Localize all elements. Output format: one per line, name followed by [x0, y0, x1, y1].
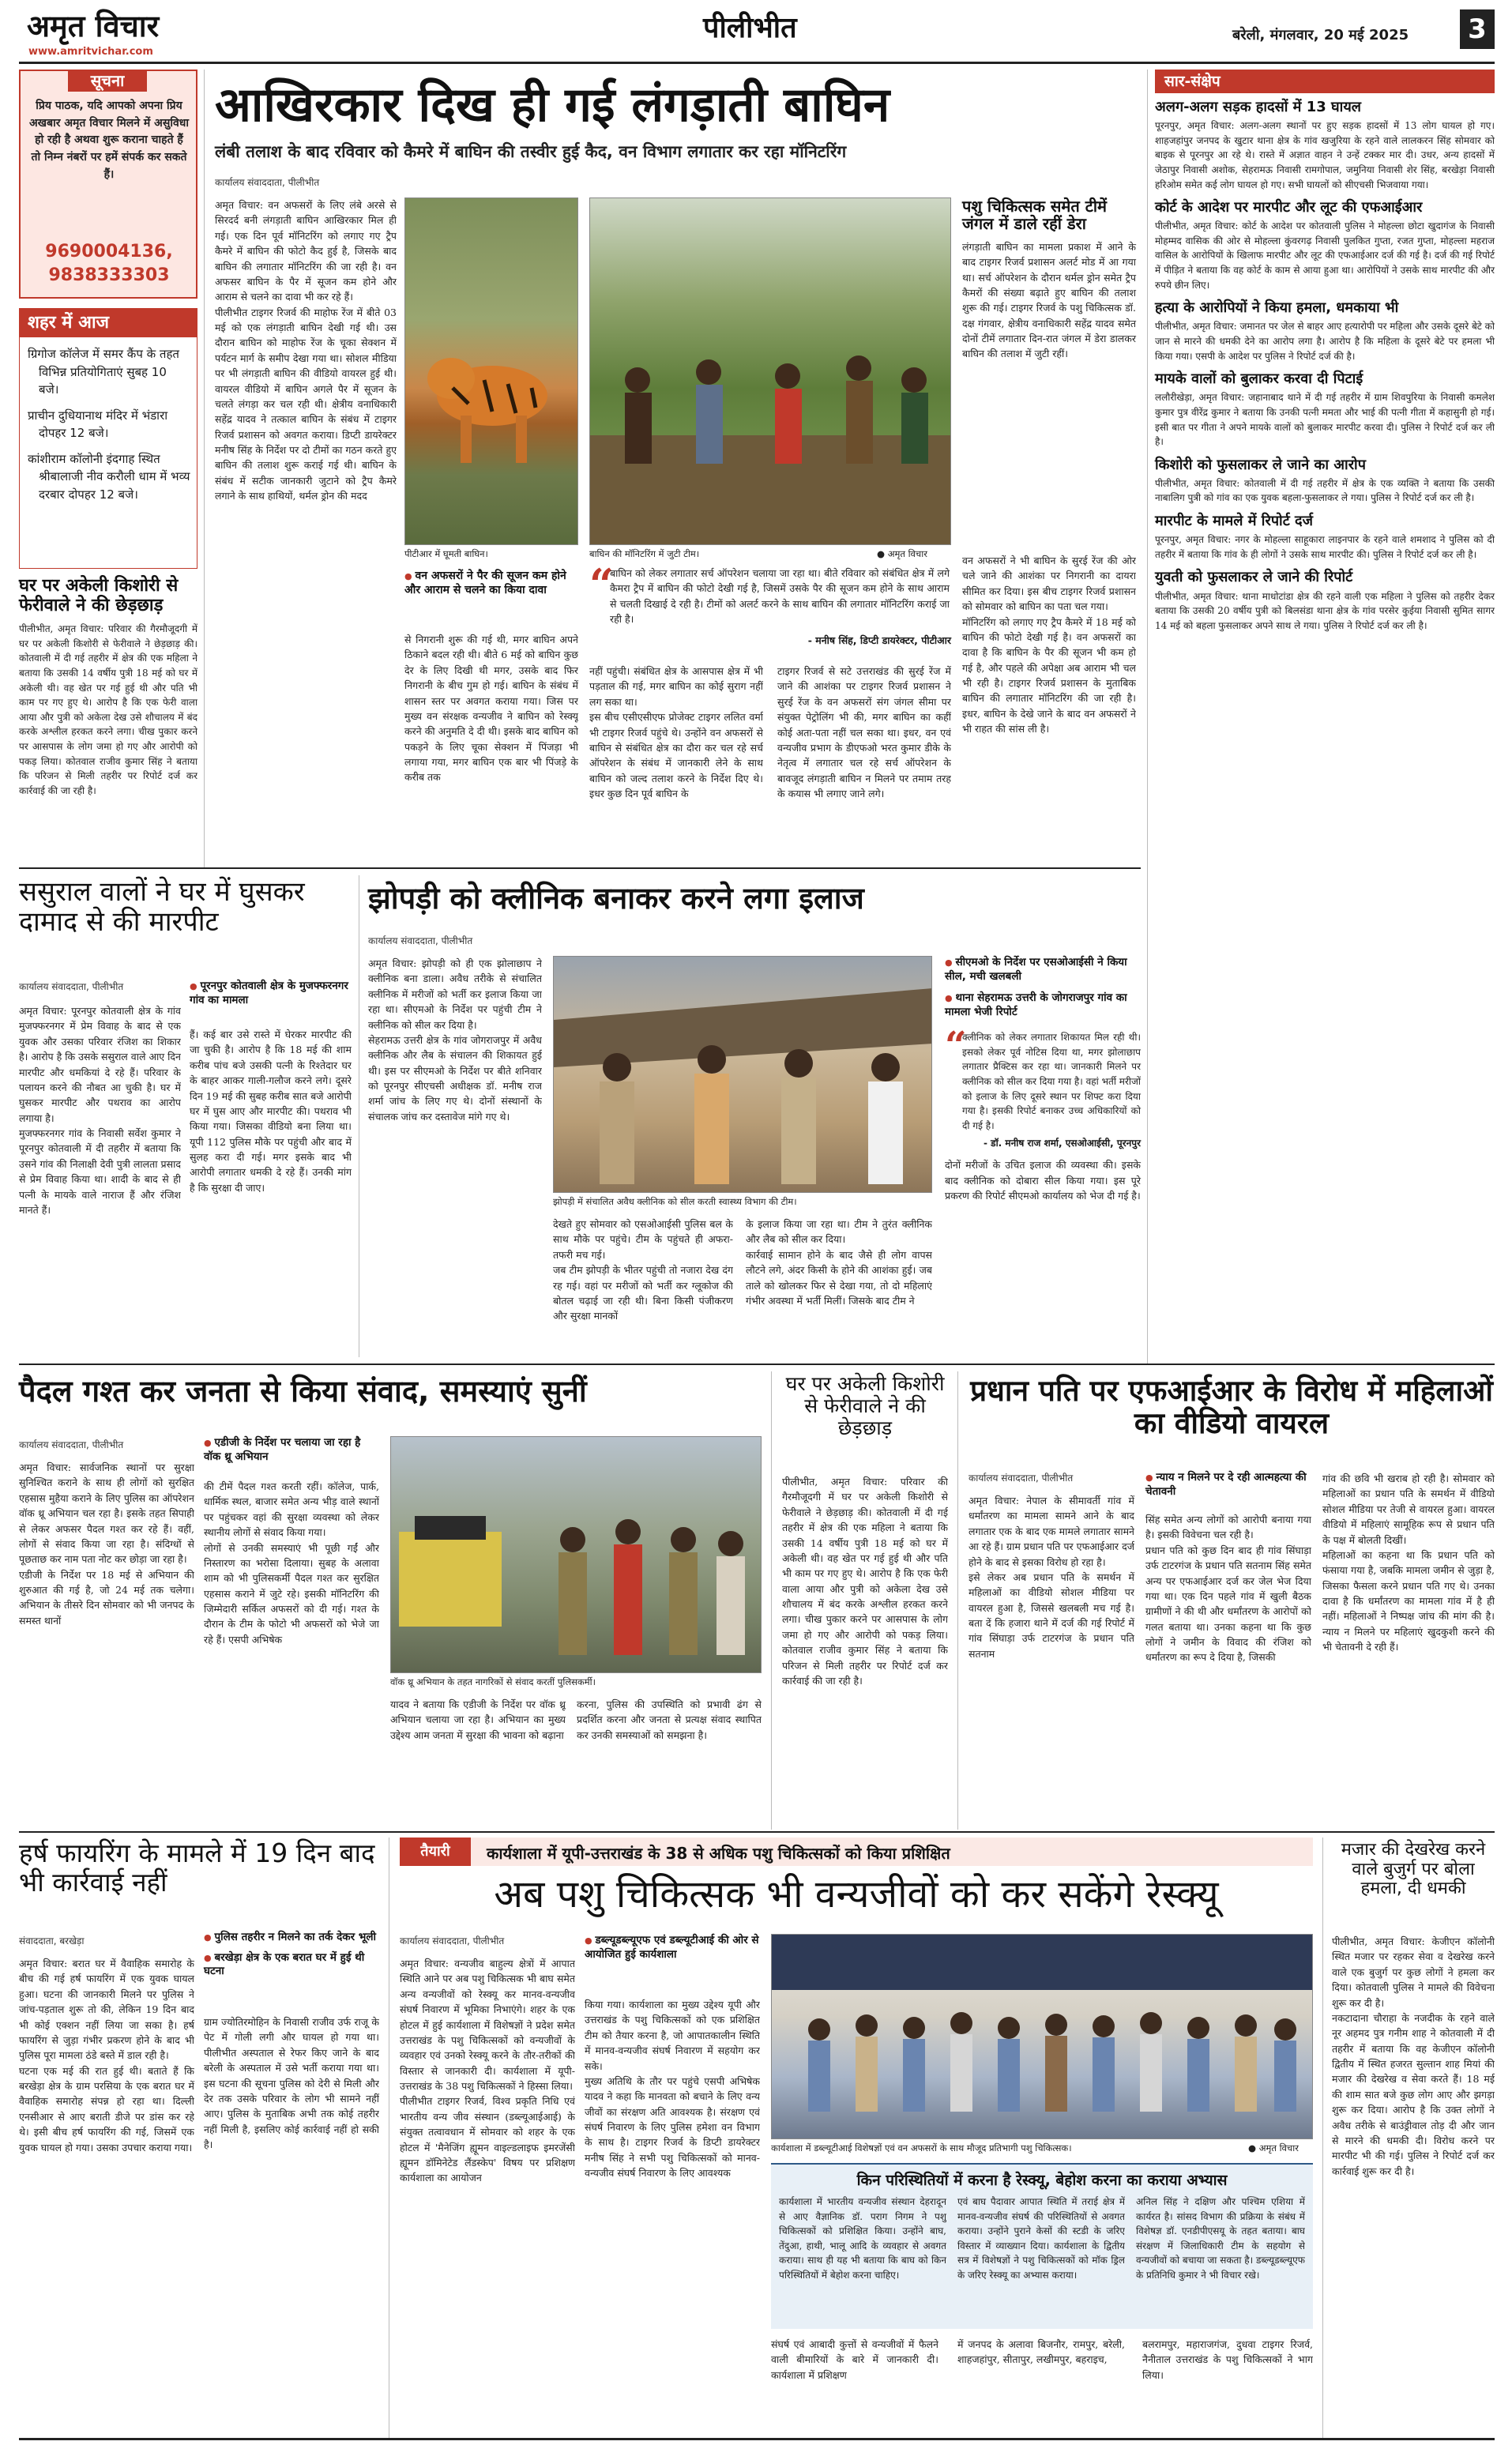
patrol-rule: [771, 1371, 772, 1830]
brief-item-title: मारपीट के मामले में रिपोर्ट दर्ज: [1155, 513, 1313, 530]
patrol-headline: पैदल गश्त कर जनता से किया संवाद, समस्याएं सुनीं: [19, 1374, 587, 1409]
patrol-col-4: करना, पुलिस की उपस्थिति को प्रभावी ढंग से प्रदर्शित करना और जनता से प्रत्यक्ष संवाद स्थापित कर उनकी समस्याओं को समझना है।: [577, 1698, 762, 1741]
vet-photo-credit: ● अमृत विचार: [1248, 2142, 1299, 2153]
vet-col-2: किया गया। कार्यशाला का मुख्य उद्देश्य यूपी और उत्तराखंड के पशु चिकित्सकों को एक प्रशिक्षित टीम को तैयार करना है, जो आपातकालीन स्थिति में मानव-वन्यजीव संघर्ष निवारण में सहयोग कर सके। मुख्य अतिथि के तौर पर पहुंचे एसपी अभिषेक यादव ने कहा कि मानवता को बचाने के लिए वन्य जीवों का संरक्षण अति आवश्यक है। संरक्षण एवं संघर्ष निवारण के लिए पुलिस हमेशा वन विभाग के साथ है। टाइगर रिजर्व के डिप्टी डायरेक्टर मनीष सिंह ने सभी पशु चिकित्सकों को मानव-वन्यजीव संघर्ष निवारण के लिए आवश्यक: [585, 1999, 760, 2180]
brief-item-body: ललौरीखेड़ा, अमृत विचार: जहानाबाद थाने में दी गई तहरीर में ग्राम शिवपुरिया के निवासी कमलेश कुमार पुत्र वीरेंद्र कुमार ने बताया कि उनकी पत्नी ममता और भाई की पत्नी गीता में कहासुनी हो गई। इसी बात पर गीता ने अपने मायके वालों को बुलाकर मारपीट करवा दी। पुलिस ने रिपोर्ट दर्ज कर ली है।: [1155, 392, 1495, 448]
patrol-photo: [390, 1436, 762, 1673]
patrol-col-3: यादव ने बताया कि एडीजी के निर्देश पर वॉक थ्रू अभियान चलाया जा रहा है। अभियान का मुख्य उद्देश्य आम जनता में सुरक्षा की भावना को बढ़ाना: [390, 1698, 566, 1741]
tiger-photo-caption: पीटीआर में घूमती बाघिन।: [404, 548, 488, 559]
clinic-kicker-2: ● थाना सेहरामऊ उत्तरी के जोगराजपुर गांव का मामला भेजी रिपोर्ट: [945, 991, 1141, 1019]
brief-item: [1155, 513, 1495, 562]
firing-headline: हर्ष फायरिंग के मामले में 19 दिन बाद भी कार्रवाई नहीं: [19, 1838, 375, 1898]
patrol-photo-caption: वॉक थ्रू अभियान के तहत नागरिकों से संवाद करतीं पुलिसकर्मी।: [390, 1676, 596, 1687]
brief-item-title: हत्या के आरोपियों ने किया हमला, धमकाया भी: [1155, 299, 1399, 317]
row-3-rule: [19, 1831, 1495, 1833]
lead-quote-author: - मनीष सिंह, डिप्टी डायरेक्टर, पीटीआर: [807, 634, 951, 646]
clinic-col-1: अमृत विचार: झोपड़ी को ही एक झोलाछाप ने क्लीनिक बना डाला। अवैध तरीके से संचालित क्लीनिक में मरीजों को भर्ती कर इलाज किया जा रहा था। सीएमओ के निर्देश पर पहुंची टीम ने क्लीनिक को सील कर दिया है। सेहरामऊ उत्तरी क्षेत्र के गांव जोगराजपुर में अवैध क्लीनिक और लैब के संचालन की शिकायत हुई थी। इस पर सीएमओ के निर्देश पर बीते शनिवार को पूरनपुर सीएचसी अधीक्षक डॉ. मनीष राज शर्मा जांच के लिए गए थे। दोनों संस्थानों के संचालक जांच कर दस्तावेज मांगे गए थे।: [368, 957, 542, 1123]
vet-box-col-2: एवं बाघ पैदावार आपात स्थिति में तराई क्षेत्र में मानव-वन्यजीव संघर्ष की परिस्थितियों से अवगत कराया। उन्होंने पुराने केसों की स्टडी के जरिए विस्तार में व्याख्यान दिया। कार्यशाला के द्वितीय सत्र में विशेषज्ञों ने पशु चिकित्सकों को मॉक ड्रिल के जरिए रेस्क्यू का अभ्यास कराया।: [957, 2196, 1125, 2281]
notice-body: प्रिय पाठक, यदि आपको अपना प्रिय अखबार अमृत विचार मिलने में असुविधा हो रही है अथवा शुरू कराना चाहते हैं तो निम्न नंबरों पर हमें संपर्क कर सकते हैं।: [28, 100, 189, 181]
patrol-col-1: अमृत विचार: सार्वजनिक स्थानों पर सुरक्षा सुनिश्चित कराने के साथ ही लोगों को सुरक्षित एहसास मुहैया कराने के लिए पुलिस का ऑपरेशन वॉक थ्रू अभियान चल रहा है। इसके तहत सिपाही से लेकर अफसर पैदल गश्त कर रहे हैं। वहीं, लोगों से संवाद किया जा रहा है। संदिग्धों से पूछताछ कर नाम पता नोट कर छोड़ा जा रहा है। एडीजी के निर्देश पर 18 मई से अभियान की शुरुआत की गई है, जो 24 मई तक चलेगा। अभियान के तीसरे दिन सोमवार को भी जनपद के समस्त थानों: [19, 1461, 194, 1627]
vet-photo-caption: कार्यशाला में डब्ल्यूटीआई विशेषज्ञों एवं वन अफसरों के साथ मौजूद प्रतिभागी पशु चिकित्सक।: [771, 2142, 1072, 2153]
notice-box: [19, 70, 197, 299]
photo-credit: ● अमृत विचार: [877, 548, 927, 559]
clinic-col-3: के इलाज किया जा रहा था। टीम ने तुरंत क्लीनिक और लैब को सील कर दिया। कार्रवाई सामान होने के बाद जैसे ही लोग वापस लौटने लगे, अंदर किसी के होने की आशंका हुई। जब ताले को खोलकर फिर से देखा गया, तो दो महिलाएं गंभीर अवस्था में भर्ती मिलीं। जिसके बाद टीम ने: [746, 1218, 932, 1307]
notice-title: सूचना: [68, 70, 147, 92]
firing-kicker-1: ● पुलिस तहरीर न मिलने का तर्क देकर भूली: [204, 1931, 379, 1945]
pradhan-kicker: ● न्याय न मिलने पर दे रही आत्महत्या की चेतावनी: [1145, 1471, 1311, 1499]
row-2-rule: [19, 1364, 1495, 1365]
row-1-rule: [19, 867, 1141, 869]
vet-tag: तैयारी: [400, 1838, 471, 1866]
lead-side-box: [962, 197, 1136, 545]
city-today-item-2: प्राचीन दुधियानाथ मंदिर में भंडारा दोपहर 12 बजे।: [28, 408, 168, 440]
brief-item-body: पीलीभीत, अमृत विचार: कोर्ट के आदेश पर कोतवाली पुलिस ने मोहल्ला छोटा खुदागंज के निवासी मोहम्मद वासिक की ओर से मोहल्ला कुंवरगढ़ निवासी पुलकित गुप्ता, रजत गुप्ता, मोहल्ला महराज वासिल के आरोपियों के खिलाफ मारपीट और लूट की एफआईआर दर्ज की गई है। दर्ज की गई रिपोर्ट में पीड़ित ने बताया कि वह कोर्ट के काम से आया हुआ था। आरोपियों ने उसके साथ मारपीट की और रुपये छीन लिए।: [1155, 220, 1495, 291]
clinic-col-4: दोनों मरीजों के उचित इलाज की व्यवस्था की। इसके बाद क्लीनिक को दोबारा सील किया गया। इस पूरे प्रकरण की रिपोर्ट सीएमओ कार्यालय को भेज दी गई है।: [945, 1159, 1141, 1202]
son-in-law-kicker: ● पूरनपुर कोतवाली क्षेत्र के मुजफ्फरनगर गांव का मामला: [190, 980, 352, 1007]
patrol-illustration: [391, 1437, 762, 1673]
clinic-photo: [553, 956, 932, 1193]
clinic-quote-box: [945, 1024, 1141, 1149]
clinic-col-2: देखते हुए सोमवार को एसओआईसी पुलिस बल के साथ मौके पर पहुंचे। टीम के पहुंचते ही अफरा-तफरी मच गई। जब टीम झोपड़ी के भीतर पहुंची तो नजारा देख दंग रह गई। वहां पर मरीजों को भर्ती कर ग्लूकोज की बोतल चढ़ाई जा रही थी। बिना किसी पंजीकरण और सुरक्षा मानकों: [553, 1218, 733, 1322]
brief-item-body: पीलीभीत, अमृत विचार: कोतवाली में दी गई तहरीर में क्षेत्र के एक व्यक्ति ने बताया कि उसकी नाबालिग पुत्री को गांव का एक युवक बहला-फुसलाकर ले गया। पुलिस ने रिपोर्ट दर्ज कर ली है।: [1155, 477, 1495, 504]
vet-col-4: संघर्ष एवं आबादी कुत्तों से वन्यजीवों में फैलने वाली बीमारियों के बारे में जानकारी दी। कार्यशाला में प्रशिक्षण: [771, 2338, 938, 2381]
brief-item: [1155, 570, 1495, 633]
vet-headline: अब पशु चिकित्सक भी वन्यजीवों को कर सकेंगे रेस्क्यू: [494, 1872, 1219, 1917]
tiger-illustration: [405, 198, 578, 545]
brief-item: [1155, 300, 1495, 363]
firing-kickers: [204, 1931, 379, 1979]
brief-item-body: पीलीभीत, अमृत विचार: जमानत पर जेल से बाहर आए हत्यारोपी पर महिला और उसके दूसरे बेटे को जान से मारने की धमकी देने का आरोप लगा है। आरोप है कि महिला के दूसरे बेटे पर हमला भी किया गया। एसपी के आदेश पर पुलिस ने रिपोर्ट दर्ज की है।: [1155, 321, 1495, 362]
son-in-law-col-2: हैं। कई बार उसे रास्ते में घेरकर मारपीट की जा चुकी है। आरोप है कि 18 मई की शाम करीब पांच बजे उसकी पत्नी के रिश्तेदार घर के बाहर आकर गाली-गलौज करने लगे। दूसरे दिन 19 मई की सुबह करीब सात बजे आरोपी घर में घुस आए और मारपीट की। पथराव भी किया गया। जिसका वीडियो बना लिया था। यूपी 112 पुलिस मौके पर पहुंची और बाद में सुलह करा दी गई। मगर इसके बाद भी आरोपी लगातार धमकी दे रहे हैं। उनकी मांग है कि सुरक्षा दी जाए।: [190, 1029, 352, 1194]
brand-logo: अमृत विचार: [27, 8, 160, 43]
city-today-item: [28, 345, 190, 503]
notice-phone-2: 9838333303: [48, 265, 170, 285]
pradhan-headline: प्रधान पति पर एफआईआर के विरोध में महिलाओं का वीडियो वायरल: [970, 1374, 1493, 1441]
lead-subhead: लंबी तलाश के बाद रविवार को कैमरे में बाघिन की तस्वीर हुई कैद, वन विभाग लगातार कर रहा मॉनिटरिंग: [215, 142, 847, 161]
lead-col-5: वन अफसरों ने भी बाघिन के सुरई रेंज की ओर चले जाने की आशंका पर निगरानी का दायरा सीमित कर दिया। इस बीच टाइगर रिजर्व प्रशासन को सोमवार को बाघिन का पता चल गया। मॉनिटरिंग को लगाए गए ट्रैप कैमरे में 18 मई को बाघिन की फोटो देखी गई है। वन अफसरों का दावा है कि बाघिन के पैर की सूजन भी कम हो गई है, और पहले की अपेक्षा अब आराम भी चल भी रही है। टाइगर रिजर्व प्रशासन के मुताबिक बाघिन की लगातार मॉनिटरिंग की जा रही है। इधर, बाघिन के देखे जाने के बाद वन अफसरों ने भी राहत की सांस ली है।: [962, 555, 1136, 735]
pradhan-col-1: अमृत विचार: नेपाल के सीमावर्ती गांव में धर्मांतरण का मामला सामने आने के बाद लगातार एक के बाद एक मामले लगातार सामने आ रहे हैं। ग्राम प्रधान पति पर एफआईआर दर्ज होने के बाद से इसका विरोध हो रहा है। इसे लेकर अब प्रधान पति के समर्थन में महिलाओं का वीडियो सोशल मीडिया पर वायरल हुआ है, जिससे खलबली मच गई है। बता दें कि हजारा थाने में दर्ज की गई रिपोर्ट में गांव सिंघाड़ा उर्फ टाटरगंज के प्रधान पति सतनाम: [969, 1495, 1134, 1660]
lead-col-3: नहीं पहुंची। संबंधित क्षेत्र के आसपास क्षेत्र में भी पड़ताल की गई, मगर बाघिन का कोई सुराग नहीं लग सका था। इस बीच एसीएसीएफ प्रोजेक्ट टाइगर ललित वर्मा भी टाइगर रिजर्व पहुंचे थे। उन्होंने वन अफसरों से बाघिन से संबंधित क्षेत्र का दौरा कर चल रहे सर्च ऑपरेशन के संबंध में जानकारी लेने के साथ बाघिन को जल्द तलाश करने के निर्देश दिए थे। इधर कुछ दिन पूर्व बाघिन के: [589, 665, 763, 799]
brief-item-title: कोर्ट के आदेश पर मारपीट और लूट की एफआईआर: [1155, 199, 1423, 216]
city-today-item-1: ग्रिगोज कॉलेज में समर कैंप के तहत विभिन्न प्रतियोगिताएं सुबह 10 बजे।: [28, 347, 179, 397]
vet-byline: कार्यालय संवाददाता, पीलीभीत: [400, 1935, 505, 1947]
girl-rule: [957, 1371, 958, 1830]
lead-callout-text: ● वन अफसरों ने पैर की सूजन कम होने और आराम से चलने का किया दावा: [404, 569, 578, 597]
team-illustration: [590, 198, 951, 545]
clinic-kicker-1: ● सीएमओ के निर्देश पर एसओआईसी ने किया सील, मची खलबली: [945, 956, 1141, 984]
lead-byline: कार्यालय संवाददाता, पीलीभीत: [215, 177, 320, 188]
patrol-col-2: की टीमें पैदल गश्त करती रहीं। कॉलेज, पार्क, धार्मिक स्थल, बाजार समेत अन्य भीड़ वाले स्थानों पर पहुंचकर वहां की सुरक्षा व्यवस्था को लेकर स्थानीय लोगों से संवाद किया गया। लोगों से उनकी समस्याएं भी पूछी गईं और निस्तारण का भरोसा दिलाया। सुबह के अलावा शाम को भी पुलिसकर्मी पैदल गश्त कर सुरक्षित एहसास कराने में जुटे रहे। इसकी मॉनिटरिंग की जिम्मेदारी सर्किल अफसरों को दी गई। गश्त के दौरान के टीम के फोटो भी अफसरों को भेजे जा रहे हैं। एसपी अभिषेक: [204, 1480, 379, 1646]
quote-mark: “: [589, 559, 615, 610]
patrol-byline: कार्यालय संवाददाता, पीलीभीत: [19, 1439, 124, 1450]
brief-item-body: पूरनपुर, अमृत विचार: अलग-अलग स्थानों पर हुए सड़क हादसों में 13 लोग घायल हो गए। शाहजहांपुर जनपद के खुटार थाना क्षेत्र के गांव खजुरिया के रहने वाले लालकरन सिंह सोमवार को बाइक से पूरनपुर आ रहे थे। रास्ते में अज्ञात वाहन ने उन्हें टक्कर मार दी। उधर, अन्य हादसों में जेठापुर निवासी अशोक, सेहरामऊ निवासी रामगोपाल, जमुनिया निवासी शेर सिंह, बरखेड़ा निवासी हरिओम समेत कई लोग घायल हो गए। सभी घायलों को सीएचसी भिजवाया गया।: [1155, 120, 1495, 190]
pradhan-col-2: सिंह समेत अन्य लोगों को आरोपी बनाया गया है। इसकी विवेचना चल रही है। प्रधान पति को कुछ दिन बाद ही गांव सिंघाड़ा उर्फ टाटरगंज के प्रधान पति सतनाम सिंह समेत अन्य पर एफआईआर दर्ज कर जेल भेज दिया गया था। एक दिन पहले गांव में खुली बैठक ग्रामीणों ने की थी और धर्मांतरण के आरोपों को गलत बताया था। उनका कहना था कि कुछ लोगों ने जमीन के विवाद की रंजिश को धर्मांतरण का रूप दे दिया है, जिसकी: [1145, 1514, 1311, 1664]
elder-body: पीलीभीत, अमृत विचार: केजीएन कॉलोनी स्थित मजार पर रहकर सेवा व देखरेख करने वाले एक बुजुर्ग पर कुछ लोगों ने हमला कर दिया। कोतवाली पुलिस ने मामले की विवेचना शुरू कर दी है। नकटादाना चौराहा के नजदीक के रहने वाले नूर अहमद पुत्र गनीम शाह ने कोतवाली में दी तहरीर में बताया कि वह केजीएन कॉलोनी द्वितीय में स्थित हजरत सुल्तान शाह मियां की मजार की देखरेख व सेवा करते हैं। 18 मई की शाम सात बजे कुछ लोग आए और झगड़ा शुरू कर दिया। आरोप है कि उक्त लोगों ने अवैध तरीके से बाउंड्रीवाल तोड़ दी और जान से मारने की धमकी दी। विरोध करने पर मारपीट भी की गई। पुलिस ने रिपोर्ट दर्ज कर कार्रवाई शुरू कर दी है।: [1332, 1935, 1495, 2177]
workshop-illustration: [772, 1935, 1313, 2139]
vet-rule: [1322, 1838, 1323, 2438]
site-url: www.amritvichar.com: [28, 46, 153, 58]
elder-story-left: [19, 577, 197, 882]
son-in-law-byline: कार्यालय संवाददाता, पीलीभीत: [19, 981, 124, 992]
lead-callout: [404, 569, 578, 597]
vet-training-box: [771, 2163, 1313, 2329]
brief-item-body: पीलीभीत, अमृत विचार: थाना माधोटांडा क्षेत्र की रहने वाली एक महिला ने पुलिस को तहरीर देकर बताया कि उसकी 20 वर्षीय पुत्री को बिलसंडा थाना क्षेत्र के गांव परसेर कुईया निवासी सुमित सागर 14 मई को बहला फुसलाकर अपने साथ ले गया। पुलिस ने रिपोर्ट दर्ज कर ली है।: [1155, 590, 1495, 631]
section-title: पीलीभीत: [703, 12, 797, 44]
elder-headline: मजार की देखरेख करने वाले बुजुर्ग पर बोला हमला, दी धमकी: [1341, 1840, 1486, 1899]
quote-mark: “: [945, 1024, 967, 1069]
girl-headline: घर पर अकेली किशोरी से फेरीवाले ने की छेड़छाड़: [785, 1372, 945, 1439]
monitoring-photo-caption: बाघिन की मॉनिटरिंग में जुटी टीम।: [589, 548, 700, 559]
lead-headline: आखिरकार दिख ही गई लंगड़ाती बाघिन: [215, 77, 890, 133]
lead-col-1: अमृत विचार: वन अफसरों के लिए लंबे अरसे से सिरदर्द बनी लंगड़ाती बाघिन आखिरकार मिल ही गई। एक दिन पूर्व मॉनिटरिंग को लगाए गए ट्रैप कैमरे में बाघिन की फोटो कैद हुई है, जिसके बाद बाघिन की लगातार मॉनिटरिंग की जा रही है। वन अफसर बाघिन के पैर में सूजन कम होने और आराम से चलने का दावा भी कर रहे हैं। पीलीभीत टाइगर रिजर्व की माहोफ रेंज में बीते 03 मई को एक लंगड़ाती बाघिन देखी गई थी। उस दौरान बाघिन को माहोफ रेंज के चूका सेक्शन में पर्यटन मार्ग के समीप देखा गया था। सोशल मीडिया पर भी लंगड़ाती बाघिन की वीडियो वायरल हुई थी। वायरल वीडियो में बाघिन अगले पैर में सूजन के चलते लंगड़ा कर चल रही थी। क्षेत्रीय वनाधिकारी सहेंद्र यादव ने तत्काल बाघिन के संबंध में टाइगर रिजर्व प्रशासन को अवगत कराया। डिप्टी डायरेक्टर मनीष सिंह के निर्देश पर दो टीमों का गठन करते हुए बाघिन की तलाश शुरू कराई गई थी। बाघिन के संबंध में सटीक जानकारी जुटाने को ट्रैप कैमरे लगाने के साथ हाथियों, थर्मल ड्रोन की मदद: [215, 199, 397, 502]
vet-headline-top: कार्यशाला में यूपी-उत्तराखंड के 38 से अधिक पशु चिकित्सकों को किया प्रशिक्षित: [487, 1844, 950, 1863]
tiger-photo: [404, 197, 578, 545]
masthead-rule: [19, 62, 1495, 64]
city-today-item-3: कांशीराम कॉलोनी इंदगाह स्थित श्रीबालाजी नीव करौली धाम में भव्य दरबार दोपहर 12 बजे।: [28, 451, 190, 502]
vet-kicker: ● डब्ल्यूडब्ल्यूएफ एवं डब्ल्यूटीआई की ओर से आयोजित हुई कार्यशाला: [585, 1934, 760, 1962]
brief-column: [1155, 70, 1495, 1365]
son-in-law-col-1: अमृत विचार: पूरनपुर कोतवाली क्षेत्र के गांव मुजफ्फरनगर में प्रेम विवाह के बाद से एक युवक और उसका परिवार रंजिश का शिकार है। आरोप है कि उसके ससुराल वाले आए दिन मारपीट और धमकियां दे रहे हैं। परिवार के पलायन करने की नौबत आ चुकी है। घर में घुसकर मारपीट और पथराव का आरोप लगाया है। मुजफ्फरनगर गांव के निवासी सर्वेश कुमार ने पूरनपुर कोतवाली में दी तहरीर में बताया कि उसने गांव की निलाक्षी देवी पुत्री लालता प्रसाद से प्रेम विवाह किया था। शादी के बाद से ही पत्नी के मायके वाले नाराज हैं और रंजिश मानते हैं।: [19, 1005, 181, 1216]
monitoring-team-photo: [589, 197, 951, 545]
brief-item-title: मायके वालों को बुलाकर करवा दी पिटाई: [1155, 371, 1363, 388]
left-column-rule: [204, 70, 205, 867]
city-today-box: [19, 308, 197, 569]
firing-col-1: अमृत विचार: बरात घर में वैवाहिक समारोह के बीच की गई हर्ष फायरिंग में एक युवक घायल हुआ। घटना की जानकारी मिलने पर पुलिस ने जांच-पड़ताल शुरू तो की, लेकिन 19 दिन बाद भी कोई एक्शन नहीं लिया जा सका है। हर्ष फायरिंग से जुड़ा गंभीर प्रकरण होने के बाद भी पुलिस पूरा मामला ठंडे बस्ते में डाल रही है। घटना एक मई की रात हुई थी। बताते हैं कि बरखेड़ा क्षेत्र के ग्राम परसिया के एक बरात घर में वैवाहिक समारोह संपन्न हो रहा था। दिल्ली एनसीआर से आए बराती डीजे पर डांस कर रहे थे। इसी बीच हर्ष फायरिंग की गई, जिसमें एक युवक घायल हो गया। उसका उपचार कराया गया।: [19, 1958, 194, 2153]
firing-col-2: ग्राम ज्योतिरमोहिन के निवासी राजीव उर्फ राजू के पेट में गोली लगी और घायल हो गया था। पीलीभीत अस्पताल से रेफर किए जाने के बाद बरेली के अस्पताल में उसे भर्ती कराया गया था। इस घटना की सूचना पुलिस को देरी से मिली और देर तक उसके परिवार के लोग भी सामने नहीं आए। पुलिस के मुताबिक अभी तक कोई तहरीर नहीं मिली है, इसलिए कोई कार्रवाई नहीं हो सकी है।: [204, 2016, 379, 2150]
masthead: [0, 0, 1512, 63]
clinic-side: [945, 956, 1141, 1203]
clinic-quote-author: - डॉ. मनीष राज शर्मा, एसओआईसी, पूरनपुर: [983, 1138, 1141, 1149]
clinic-photo-caption: झोपड़ी में संचालित अवैध क्लीनिक को सील करती स्वास्थ्य विभाग की टीम।: [553, 1196, 797, 1207]
brief-list: [1155, 100, 1495, 633]
clinic-headline: झोपड़ी को क्लीनिक बनाकर करने लगा इलाज: [368, 881, 864, 916]
brief-item: [1155, 100, 1495, 192]
vet-box-col-1: कार्यशाला में भारतीय वन्यजीव संस्थान देहरादून से आए वैज्ञानिक डॉ. पराग निगम ने पशु चिकित्सकों को प्रशिक्षित किया। उन्होंने बाघ, तेंदुआ, हाथी, भालू आदि के व्यवहार से अवगत कराया। साथ ही यह भी बताया कि बाघ को किन परिस्थितियों में बेहोश करना चाहिए।: [779, 2196, 946, 2281]
brief-item-body: पूरनपुर, अमृत विचार: नगर के मोहल्ला साहूकारा लाइनपार के रहने वाले शमशाद ने पुलिस को दी तहरीर में बताया कि गांव के ही लोगों ने उसके साथ मारपीट की। पुलिस ने रिपोर्ट दर्ज कर ली है।: [1155, 534, 1495, 560]
brief-item-title: अलग-अलग सड़क हादसों में 13 घायल: [1155, 99, 1361, 115]
clinic-illustration: [554, 957, 932, 1193]
dateline: बरेली, मंगलवार, 20 मई 2025: [1232, 27, 1409, 43]
vet-top-bar: [400, 1838, 1313, 1866]
brief-section-title: सार-संक्षेप: [1155, 70, 1495, 93]
vet-col-5: में जनपद के अलावा बिजनौर, रामपुर, बरेली, शाहजहांपुर, सीतापुर, लखीमपुर, बहराइच,: [957, 2338, 1125, 2366]
vet-box-col-3: अनिल सिंह ने दक्षिण और पश्चिम एशिया में कार्यरत है। सांसद विभाग की प्रक्रिया के संबंध में विशेषज्ञ डॉ. एनडीपीएसयू के तहत बताया। बाघ संरक्षण में जिलाधिकारी टीम के सहयोग से वन्यजीवों को बचाया जा सकता है। डब्ल्यूडब्ल्यूएफ के प्रतिनिधि कुमार ने भी विचार रखे।: [1136, 2196, 1305, 2281]
brief-item: [1155, 371, 1495, 450]
lead-quote-text: बाघिन को लेकर लगातार सर्च ऑपरेशन चलाया जा रहा था। बीते रविवार को संबंधित क्षेत्र में लगे कैमरा ट्रैप में बाघिन की फोटो देखी गई है, जिसमें उसके पैर की सूजन कम होने के साथ आराम से चलती दिखाई दे रही है। टीमों को अलर्ट करने के साथ बाघिन की लगातार मॉनिटरिंग कराई जा रही है।: [610, 567, 950, 626]
vet-col-6: बलरामपुर, महाराजगंज, दुधवा टाइगर रिजर्व, नैनीताल उत्तराखंड के पशु चिकित्सकों ने भाग लिया।: [1142, 2338, 1313, 2381]
lead-col-4: टाइगर रिजर्व से सटे उत्तराखंड की सुरई रेंज में जाने की आशंका पर टाइगर रिजर्व प्रशासन ने सुरई रेंज के वन अफसरों संग जंगल सीमा पर संयुक्त पेट्रोलिंग भी की, मगर बाघिन का कहीं कोई अता-पता नहीं चल सका था। इधर, वन एवं वन्यजीव प्रभाग के डीएफओ भरत कुमार डीके के नेतृत्व में लगातार चल रहे सर्च ऑपरेशन के बावजूद लंगड़ाती बाघिन न मिलने पर तमाम तरह के कयास भी लगाए जाने लगे।: [777, 665, 951, 799]
brief-item: [1155, 200, 1495, 292]
elder-left-headline: घर पर अकेली किशोरी से फेरीवाले ने की छेड़छाड़: [19, 576, 179, 615]
son-in-law-headline: ससुराल वालों ने घर में घुसकर दामाद से की मारपीट: [19, 876, 305, 939]
clinic-quote-text: क्लीनिक को लेकर लगातार शिकायत मिल रही थी। इसको लेकर पूर्व नोटिस दिया था, मगर झोलाछाप लगातार प्रैक्टिस कर रहा था। जानकारी मिलने पर क्लीनिक को सील कर दिया गया है। वहां भर्ती मरीजों को इलाज के लिए दूसरे स्थान पर शिफ्ट करा दिया गया है। इसकी रिपोर्ट बनाकर उच्च अधिकारियों को दी गई है।: [962, 1032, 1141, 1131]
pradhan-byline: कार्यालय संवाददाता, पीलीभीत: [969, 1473, 1074, 1484]
footer-rule: [19, 2438, 1495, 2440]
girl-body: पीलीभीत, अमृत विचार: परिवार की गैरमौजूदगी में घर पर अकेली किशोरी से फेरीवाले ने छेड़छाड़ की। कोतवाली में दी गई तहरीर में क्षेत्र की एक महिला ने बताया कि उसकी 14 वर्षीय पुत्री 18 मई को घर में अकेली थी। वह खेत पर गई हुई थी और पति भी काम पर गए हुए थे। आरोप है कि एक फेरी वाला आया और पुत्री को अकेला देख उसे शौचालय में बंद करके अश्लील हरकत करने लगा। चीख पुकार करने पर आसपास के लोग जमा हो गए और आरोपी को पकड़ लिया। कोतवाल राजीव कुमार सिंह ने बताया कि परिजन से मिली तहरीर पर रिपोर्ट दर्ज कर कार्रवाई की जा रही है।: [782, 1476, 948, 1687]
brief-item-title: किशोरी को फुसलाकर ले जाने का आरोप: [1155, 456, 1366, 473]
city-today-title: शहर में आज: [20, 309, 197, 337]
pradhan-col-3: गांव की छवि भी खराब हो रही है। सोमवार को महिलाओं का प्रधान पति के समर्थन में वीडियो सोशल मीडिया पर तेजी से वायरल हुआ। वायरल वीडियो में महिलाएं सामूहिक रूप से प्रधान पति के पक्ष में बोलती दिखीं। महिलाओं का कहना था कि प्रधान पति को फंसाया गया है, जबकि मामला जमीन से जुड़ा है, जिसका फैसला करने प्रधान पति गए थे। उनका दावा है कि धर्मांतरण का मामला गांव में है ही नहीं। महिलाओं ने निष्पक्ष जांच की मांग की है। न्याय न मिलने पर महिलाएं खुदकुशी करने की भी चेतावनी दे रही हैं।: [1322, 1473, 1495, 1653]
notice-phone-1: 9690004136,: [45, 242, 173, 261]
lead-side-title: पशु चिकित्सक समेत टीमें जंगल में डाले रहीं डेरा: [962, 197, 1107, 234]
patrol-kicker: ● एडीजी के निर्देश पर चलाया जा रहा है वॉक थ्रू अभियान: [204, 1436, 379, 1464]
vet-box-title: किन परिस्थितियों में करना है रेस्क्यू, बेहोश करना का कराया अभ्यास: [856, 2172, 1228, 2189]
elder-left-body: पीलीभीत, अमृत विचार: परिवार की गैरमौजूदगी में घर पर अकेली किशोरी से फेरीवाले ने छेड़छाड़ की। कोतवाली में दी गई तहरीर में क्षेत्र की एक महिला ने बताया कि उसकी 14 वर्षीय पुत्री 18 मई को घर में अकेली थी। वह खेत पर गई हुई थी और पति भी काम पर गए हुए थे। आरोप है कि एक फेरी वाला आया और पुत्री को अकेला देख उसे शौचालय में बंद करके अश्लील हरकत करने लगा। चीख पुकार करने पर आसपास के लोग जमा हो गए और आरोपी को पकड़ लिया। कोतवाल राजीव कुमार सिंह ने बताया कि परिजन से मिली तहरीर पर रिपोर्ट दर्ज कर कार्रवाई की जा रही है।: [19, 623, 197, 796]
vet-workshop-photo: [771, 1934, 1313, 2139]
brief-item-title: युवती को फुसलाकर ले जाने की रिपोर्ट: [1155, 569, 1353, 586]
lead-quote-box: [589, 559, 951, 653]
page-number: 3: [1460, 9, 1495, 49]
lead-col-2: से निगरानी शुरू की गई थी, मगर बाघिन अपने ठिकाने बदल रही थी। बीते 6 मई को बाघिन कुछ देर के लिए दिखी थी मगर, उसके बाद फिर निगरानी के बीच गुम हो गई। बाघिन के संबंध में शासन स्तर पर अवगत कराया गया। जिस पर मुख्य वन संरक्षक वन्यजीव ने बाघिन को रेस्क्यू करने की अनुमति दे दी थी। इसके बाद बाघिन को पकड़ने के लिए चूका सेक्शन में पिंजड़ा भी लगाया गया, मगर बाघिन एक बार भी पिंजड़े के करीब तक: [404, 634, 578, 784]
brief-column-rule: [1147, 70, 1148, 1365]
firing-byline: संवाददाता, बरखेड़ा: [19, 1935, 85, 1947]
vet-col-1: अमृत विचार: वन्यजीव बाहुल्य क्षेत्रों में आपात स्थिति आने पर अब पशु चिकित्सक भी बाघ समेत अन्य वन्यजीवों को रेस्क्यू कर मानव-वन्यजीव संघर्ष निवारण में भूमिका निभाएंगे। शहर के एक होटल में हुई कार्यशाला में विशेषज्ञों ने प्रदेश समेत उत्तराखंड के पशु चिकित्सकों को वन्यजीवों के व्यवहार एवं उनको रेस्क्यू करने के तौर-तरीकों की विस्तार से जानकारी दी। कार्यशाला में यूपी-उत्तराखंड के 38 पशु चिकित्सकों ने हिस्सा लिया। पीलीभीत टाइगर रिजर्व, विश्व प्रकृति निधि एवं भारतीय वन्य जीव संस्थान (डब्ल्यूआईआई) के संयुक्त तत्वावधान में सोमवार को शहर के एक होटल में 'मैनेजिंग ह्यूमन वाइल्डलाइफ इमरजेंसी ह्यूमन डॉमिनेटेड लैंडस्केप' विषय पर प्रशिक्षण कार्यशाला का आयोजन: [400, 1958, 575, 2184]
lead-side-body: लंगड़ाती बाघिन का मामला प्रकाश में आने के बाद टाइगर रिजर्व प्रशासन अलर्ट मोड में आ गया था। सर्च ऑपरेशन के दौरान थर्मल ड्रोन समेत ट्रैप कैमरों की संख्या बढ़ाते हुए बाघिन की तलाश शुरू की गई। टाइगर रिजर्व के पशु चिकित्सक डॉ. दक्ष गंगवार, क्षेत्रीय वनाधिकारी सहेंद्र यादव समेत दोनों टीमें लगातार दिन-रात जंगल में डेरा डालकर बाघिन की तलाश में जुटी रहीं।: [962, 240, 1136, 360]
clinic-byline: कार्यालय संवाददाता, पीलीभीत: [368, 935, 473, 946]
brief-item: [1155, 457, 1495, 506]
firing-kicker-2: ● बरखेड़ा क्षेत्र के एक बरात घर में हुई थी घटना: [204, 1951, 379, 1979]
